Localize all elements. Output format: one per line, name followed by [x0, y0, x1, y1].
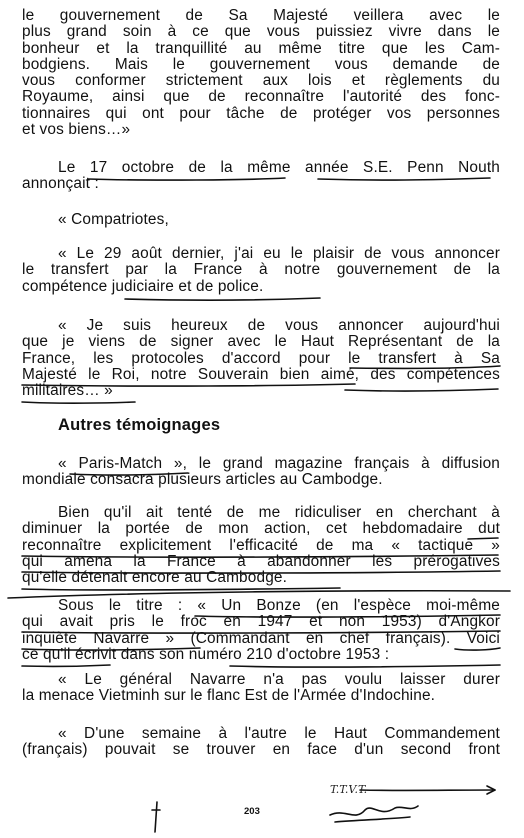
text-line: plus grand soin à ce que vous puissiez vivre dans le [22, 23, 500, 41]
text-line: le gouvernement de Sa Majesté veillera avec le [22, 7, 500, 24]
text-line: bonheur et la tranquillité au même titre que les Cam- [22, 39, 500, 57]
paragraph-3 [22, 212, 500, 228]
text-line: qui avait pris le froc en 1947 et non 1953) d'Angkor [22, 613, 500, 631]
text-line: Sous le titre : « Un Bonze (en l'espèce moi-même [58, 597, 500, 614]
text-line: le transfert par la France à notre gouvernement de la [22, 261, 500, 279]
text-line: annonçait : [22, 175, 99, 193]
underline-mark [230, 665, 500, 667]
text-line: « Paris-Match », le grand magazine français à diffusion [58, 455, 500, 472]
paragraph-9 [22, 672, 500, 705]
text-line: compétence judiciaire et de police. [22, 277, 264, 295]
text-line: tionnaires qui ont pour tâche de protéger vos personnes [22, 104, 500, 122]
text-line: « D'une semaine à l'autre le Haut Commandement [58, 725, 500, 742]
page-number: 203 [244, 806, 260, 817]
text-line: reconnaître explicitement l'efficacité de ma « tactique » [22, 536, 500, 554]
text-line: mondiale consacra plusieurs articles au Cambodge. [22, 471, 383, 489]
underline-mark [22, 665, 110, 666]
text-line: et vos biens…» [22, 121, 131, 139]
paragraph-1 [22, 8, 500, 138]
signature-mark [330, 806, 418, 815]
cross-mark [155, 802, 157, 832]
text-line: « Le général Navarre n'a pas voulu laisser durer [58, 671, 500, 688]
text-line: diminuer la portée de mon action, cet hebdomadaire dut [22, 520, 500, 538]
text-line: la menace Vietminh sur le flanc Est de l'Armée d'Indochine. [22, 687, 436, 705]
paragraph-10 [22, 726, 500, 759]
arrow-mark [487, 786, 495, 794]
text-line: qu'elle détenait encore au Cambodge. [22, 569, 288, 587]
paragraph-7 [22, 505, 500, 586]
text-line: vous conformer strictement aux lois et règlements du [22, 72, 500, 90]
text-line: que je viens de signer avec le Haut Représentant de la [22, 333, 500, 351]
underline-mark [22, 402, 135, 403]
text-line: qui amena la France à abandonner les prérogatives [22, 552, 500, 570]
text-line: « Compatriotes, [58, 211, 169, 228]
text-line: militaires… » [22, 382, 113, 400]
text-line: Royaume, ainsi que de reconnaître l'autorité des fonc- [22, 88, 500, 106]
text-line: Le 17 octobre de la même année S.E. Penn Nouth [58, 159, 500, 176]
text-line: bodgiens. Mais le gouvernement vous demande de [22, 55, 500, 73]
text-line: inquiète Navarre » (Commandant en chef français). Voici [22, 629, 500, 647]
paragraph-6 [22, 456, 500, 489]
text-line: ce qu'il écrivit dans son numéro 210 d'octobre 1953 : [22, 645, 390, 663]
text-line: « Je suis heureux de vous annoncer aujourd'hui [58, 317, 500, 334]
text-line: « Le 29 août dernier, j'ai eu le plaisir de vous annoncer [58, 245, 500, 262]
signature-mark [335, 817, 410, 822]
text-line: France, les protocoles d'accord pour le transfert à Sa [22, 349, 500, 367]
text-line: Bien qu'il ait tenté de me ridiculiser en cherchant à [58, 504, 500, 521]
paragraph-5 [22, 318, 500, 399]
section-heading: Autres témoignages [58, 416, 221, 434]
text-line: Majesté le Roi, notre Souverain bien aimé, des compétences [22, 365, 500, 383]
paragraph-2 [22, 160, 500, 193]
paragraph-4 [22, 246, 500, 295]
underline-mark [22, 588, 340, 590]
paragraph-8 [22, 598, 500, 663]
underline-mark [125, 298, 320, 300]
text-line: (français) pouvait se trouver en face d'un second front [22, 741, 500, 759]
handwritten-initials: T.T.V.T. [330, 783, 368, 796]
